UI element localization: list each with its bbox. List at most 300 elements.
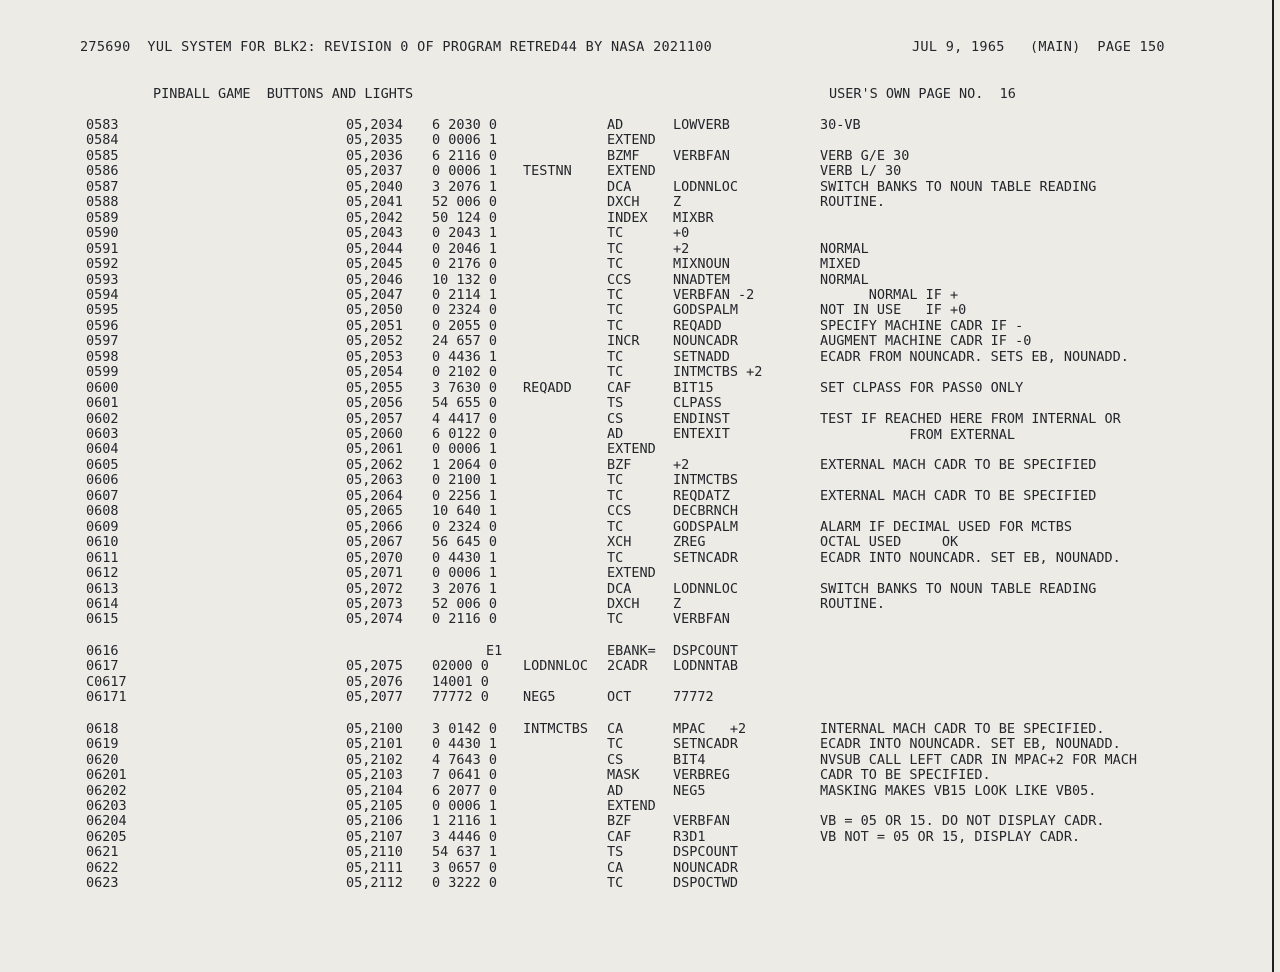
operand: NNADTEM	[673, 271, 730, 288]
comment: ECADR INTO NOUNCADR. SET EB, NOUNADD.	[820, 549, 1121, 566]
comment: MIXED	[820, 256, 861, 272]
listing-row	[0, 767, 1270, 783]
listing-row	[0, 179, 1270, 195]
comment: INTERNAL MACH CADR TO BE SPECIFIED.	[820, 720, 1105, 737]
octal-code: 3 2076 1	[432, 178, 498, 195]
address: 05,2053	[346, 348, 403, 365]
octal-code: 1 2064 0	[432, 456, 498, 473]
comment: ROUTINE.	[820, 595, 886, 612]
operand: ENTEXIT	[673, 426, 730, 442]
address: 05,2070	[346, 549, 403, 566]
header-date-page: JUL 9, 1965 (MAIN) PAGE 150	[912, 39, 1165, 55]
opcode: AD	[607, 782, 624, 799]
line-number: 0608	[86, 503, 119, 520]
octal-code: 77772 0	[432, 689, 489, 706]
opcode: TC	[607, 286, 624, 303]
line-number: 0620	[86, 751, 119, 768]
operand: NOUNCADR	[673, 333, 739, 350]
opcode: EXTEND	[607, 441, 656, 458]
operand: LOWVERB	[673, 117, 730, 133]
operand: MPAC +2	[673, 720, 747, 737]
operand: MIXBR	[673, 209, 714, 226]
octal-code: 3 7630 0	[432, 379, 498, 396]
comment: NORMAL	[820, 240, 869, 257]
operand: LODNNLOC	[673, 178, 739, 195]
line-number: 0592	[86, 256, 119, 272]
comment: SWITCH BANKS TO NOUN TABLE READING	[820, 178, 1097, 195]
line-number: 0594	[86, 286, 119, 303]
opcode: BZF	[607, 456, 632, 473]
line-number: 0595	[86, 302, 119, 319]
opcode: EXTEND	[607, 797, 656, 814]
address: 05,2060	[346, 426, 403, 442]
listing-row	[0, 721, 1270, 737]
listing-row	[0, 272, 1270, 288]
address: 05,2056	[346, 395, 403, 412]
octal-code: 0 0006 1	[432, 565, 498, 581]
address: 05,2110	[346, 844, 403, 861]
line-number: C0617	[86, 673, 127, 690]
line-number: 06204	[86, 813, 127, 830]
opcode: TC	[607, 348, 624, 365]
listing-row	[0, 736, 1270, 752]
octal-code: 0 4436 1	[432, 348, 498, 365]
opcode: BZF	[607, 813, 632, 830]
comment: SET CLPASS FOR PASS0 ONLY	[820, 379, 1024, 396]
operand: VERBFAN	[673, 813, 730, 830]
octal-code: 52 006 0	[432, 595, 498, 612]
line-number: 0589	[86, 209, 119, 226]
listing-row	[0, 132, 1270, 148]
line-number: 06171	[86, 689, 127, 706]
opcode: CAF	[607, 379, 632, 396]
opcode: DXCH	[607, 194, 640, 211]
operand: SETNCADR	[673, 736, 739, 753]
listing-row	[0, 302, 1270, 318]
octal-code: 56 645 0	[432, 534, 498, 551]
address: 05,2104	[346, 782, 403, 799]
line-number: 0584	[86, 132, 119, 149]
octal-code: 10 132 0	[432, 271, 498, 288]
octal-code: 02000 0	[432, 658, 489, 675]
address: 05,2063	[346, 472, 403, 489]
listing-row	[0, 441, 1270, 457]
operand: BIT4	[673, 751, 706, 768]
address: 05,2046	[346, 271, 403, 288]
line-number: 06203	[86, 797, 127, 814]
octal-code: 0 2324 0	[432, 302, 498, 319]
opcode: AD	[607, 117, 624, 133]
address: 05,2047	[346, 286, 403, 303]
line-number: 0618	[86, 720, 119, 737]
address: 05,2064	[346, 487, 403, 504]
comment: SWITCH BANKS TO NOUN TABLE READING	[820, 580, 1097, 597]
listing-row	[0, 813, 1270, 829]
listing-row	[0, 333, 1270, 349]
operand: BIT15	[673, 379, 714, 396]
line-number: 0601	[86, 395, 119, 412]
address: 05,2062	[346, 456, 403, 473]
opcode: TC	[607, 472, 624, 489]
line-number: 0622	[86, 859, 119, 876]
octal-code: 6 2077 0	[432, 782, 498, 799]
octal-code: 1 2116 1	[432, 813, 498, 830]
line-number: 0596	[86, 317, 119, 334]
listing-row	[0, 829, 1270, 845]
operand: DECBRNCH	[673, 503, 739, 520]
listing-row	[0, 163, 1270, 179]
comment: NORMAL IF +	[820, 286, 959, 303]
address: 05,2075	[346, 658, 403, 675]
address: 05,2055	[346, 379, 403, 396]
line-number: 0612	[86, 565, 119, 581]
operand: VERBFAN	[673, 147, 730, 164]
line-number: 0621	[86, 844, 119, 861]
comment: NORMAL	[820, 271, 869, 288]
octal-code: 3 0657 0	[432, 859, 498, 876]
listing-row	[0, 225, 1270, 241]
octal-code: 0 2116 0	[432, 611, 498, 628]
address: 05,2102	[346, 751, 403, 768]
opcode: TC	[607, 240, 624, 257]
comment: VERB G/E 30	[820, 147, 910, 164]
address: 05,2076	[346, 673, 403, 690]
address: 05,2105	[346, 797, 403, 814]
line-number: 0610	[86, 534, 119, 551]
listing-row	[0, 488, 1270, 504]
octal-code: 0 2100 1	[432, 472, 498, 489]
octal-code: E1	[486, 642, 503, 659]
line-number: 0619	[86, 736, 119, 753]
octal-code: 6 2116 0	[432, 147, 498, 164]
listing-row	[0, 256, 1270, 272]
address: 05,2111	[346, 859, 403, 876]
address: 05,2107	[346, 828, 403, 845]
address: 05,2041	[346, 194, 403, 211]
listing-row	[0, 674, 1270, 690]
line-number: 0591	[86, 240, 119, 257]
operand: +0	[673, 225, 690, 242]
address: 05,2050	[346, 302, 403, 319]
octal-code: 0 2324 0	[432, 518, 498, 535]
comment: EXTERNAL MACH CADR TO BE SPECIFIED	[820, 487, 1097, 504]
line-number: 0583	[86, 117, 119, 133]
listing-row	[0, 380, 1270, 396]
operand: ZREG	[673, 534, 706, 551]
opcode: TC	[607, 611, 624, 628]
listing-row	[0, 844, 1270, 860]
operand: CLPASS	[673, 395, 722, 412]
operand: REQDATZ	[673, 487, 730, 504]
comment: ROUTINE.	[820, 194, 886, 211]
octal-code: 50 124 0	[432, 209, 498, 226]
opcode: TS	[607, 395, 624, 412]
opcode: TC	[607, 487, 624, 504]
opcode: TC	[607, 256, 624, 272]
line-number: 0599	[86, 364, 119, 381]
opcode: DCA	[607, 580, 632, 597]
listing-row	[0, 519, 1270, 535]
line-number: 0616	[86, 642, 119, 659]
operand: LODNNTAB	[673, 658, 739, 675]
address: 05,2035	[346, 132, 403, 149]
address: 05,2043	[346, 225, 403, 242]
address: 05,2065	[346, 503, 403, 520]
line-number: 0623	[86, 875, 119, 892]
listing-row	[0, 395, 1270, 411]
operand: +2	[673, 456, 690, 473]
octal-code: 54 655 0	[432, 395, 498, 412]
operand: GODSPALM	[673, 302, 739, 319]
opcode: TC	[607, 549, 624, 566]
line-number: 0615	[86, 611, 119, 628]
comment: 30-VB	[820, 117, 861, 133]
operand: VERBFAN -2	[673, 286, 755, 303]
comment: MASKING MAKES VB15 LOOK LIKE VB05.	[820, 782, 1097, 799]
comment-continuation: FROM EXTERNAL	[820, 426, 1016, 443]
opcode: XCH	[607, 534, 632, 551]
line-number: 06201	[86, 767, 127, 783]
octal-code: 0 2176 0	[432, 256, 498, 272]
octal-code: 0 0006 1	[432, 132, 498, 149]
opcode: CA	[607, 859, 624, 876]
comment: NOT IN USE IF +0	[820, 302, 967, 319]
line-number: 0602	[86, 410, 119, 427]
octal-code: 52 006 0	[432, 194, 498, 211]
listing-row	[0, 798, 1270, 814]
octal-code: 6 0122 0	[432, 426, 498, 442]
address: 05,2052	[346, 333, 403, 350]
line-number: 06205	[86, 828, 127, 845]
operand: ENDINST	[673, 410, 730, 427]
listing-row	[0, 752, 1270, 768]
operand: INTMCTBS +2	[673, 364, 763, 381]
line-number: 0588	[86, 194, 119, 211]
line-number: 06202	[86, 782, 127, 799]
listing-row	[0, 596, 1270, 612]
address: 05,2072	[346, 580, 403, 597]
listing-row	[0, 534, 1270, 550]
address: 05,2112	[346, 875, 403, 892]
opcode: EXTEND	[607, 565, 656, 581]
octal-code: 10 640 1	[432, 503, 498, 520]
operand: SETNADD	[673, 348, 730, 365]
octal-code: 0 4430 1	[432, 549, 498, 566]
comment: ECADR INTO NOUNCADR. SET EB, NOUNADD.	[820, 736, 1121, 753]
opcode: MASK	[607, 767, 640, 783]
octal-code: 54 637 1	[432, 844, 498, 861]
address: 05,2106	[346, 813, 403, 830]
operand: LODNNLOC	[673, 580, 739, 597]
listing-row	[0, 643, 1270, 659]
listing-row	[0, 875, 1270, 891]
opcode: CCS	[607, 271, 632, 288]
octal-code: 0 0006 1	[432, 163, 498, 180]
octal-code: 0 2114 1	[432, 286, 498, 303]
line-number: 0605	[86, 456, 119, 473]
listing-row	[0, 349, 1270, 365]
operand: VERBREG	[673, 767, 730, 783]
octal-code: 0 2046 1	[432, 240, 498, 257]
comment: CADR TO BE SPECIFIED.	[820, 767, 991, 783]
octal-code: 7 0641 0	[432, 767, 498, 783]
line-number: 0597	[86, 333, 119, 350]
address: 05,2101	[346, 736, 403, 753]
address: 05,2061	[346, 441, 403, 458]
octal-code: 0 2055 0	[432, 317, 498, 334]
label: NEG5	[523, 689, 556, 706]
listing-row	[0, 426, 1270, 442]
octal-code: 0 2043 1	[432, 225, 498, 242]
comment: VERB L/ 30	[820, 163, 902, 180]
line-number: 0590	[86, 225, 119, 242]
opcode: INCR	[607, 333, 640, 350]
address: 05,2037	[346, 163, 403, 180]
opcode: CA	[607, 720, 624, 737]
operand: Z	[673, 595, 682, 612]
comment: VB = 05 OR 15. DO NOT DISPLAY CADR.	[820, 813, 1105, 830]
comment: ECADR FROM NOUNCADR. SETS EB, NOUNADD.	[820, 348, 1129, 365]
opcode: TC	[607, 225, 624, 242]
operand: Z	[673, 194, 682, 211]
opcode: DXCH	[607, 595, 640, 612]
opcode: CAF	[607, 828, 632, 845]
listing-row	[0, 611, 1270, 627]
address: 05,2071	[346, 565, 403, 581]
operand: DSPOCTWD	[673, 875, 739, 892]
listing-row	[0, 287, 1270, 303]
opcode: EXTEND	[607, 132, 656, 149]
header-title: 275690 YUL SYSTEM FOR BLK2: REVISION 0 OF PROGRAM RETRED44 BY NASA 2021100	[80, 39, 713, 55]
line-number: 0607	[86, 487, 119, 504]
address: 05,2042	[346, 209, 403, 226]
listing-row	[0, 117, 1270, 133]
line-number: 0617	[86, 658, 119, 675]
opcode: TC	[607, 518, 624, 535]
listing-row	[0, 689, 1270, 705]
line-number: 0600	[86, 379, 119, 396]
listing-row	[0, 364, 1270, 380]
octal-code: 0 2102 0	[432, 364, 498, 381]
octal-code: 0 2256 1	[432, 487, 498, 504]
listing-row	[0, 565, 1270, 581]
operand: DSPCOUNT	[673, 642, 739, 659]
listing-row	[0, 860, 1270, 876]
address: 05,2067	[346, 534, 403, 551]
address: 05,2054	[346, 364, 403, 381]
octal-code: 4 4417 0	[432, 410, 498, 427]
opcode: INDEX	[607, 209, 648, 226]
line-number: 0593	[86, 271, 119, 288]
comment: AUGMENT MACHINE CADR IF -0	[820, 333, 1032, 350]
section-title: PINBALL GAME BUTTONS AND LIGHTS	[153, 86, 414, 102]
opcode: EBANK=	[607, 642, 656, 659]
address: 05,2074	[346, 611, 403, 628]
listing-row	[0, 550, 1270, 566]
line-number: 0614	[86, 595, 119, 612]
octal-code: 4 7643 0	[432, 751, 498, 768]
opcode: CCS	[607, 503, 632, 520]
listing-row	[0, 472, 1270, 488]
opcode: AD	[607, 426, 624, 442]
operand: VERBFAN	[673, 611, 730, 628]
octal-code: 0 0006 1	[432, 441, 498, 458]
line-number: 0604	[86, 441, 119, 458]
comment: SPECIFY MACHINE CADR IF -	[820, 317, 1024, 334]
comment: NVSUB CALL LEFT CADR IN MPAC+2 FOR MACH	[820, 751, 1137, 768]
opcode: TC	[607, 317, 624, 334]
operand: DSPCOUNT	[673, 844, 739, 861]
label: INTMCTBS	[523, 720, 589, 737]
operand: +2	[673, 240, 690, 257]
octal-code: 3 0142 0	[432, 720, 498, 737]
listing-row	[0, 194, 1270, 210]
line-number: 0585	[86, 147, 119, 164]
label: REQADD	[523, 379, 572, 396]
opcode: 2CADR	[607, 658, 648, 675]
octal-code: 0 4430 1	[432, 736, 498, 753]
opcode: EXTEND	[607, 163, 656, 180]
address: 05,2103	[346, 767, 403, 783]
operand: NOUNCADR	[673, 859, 739, 876]
line-number: 0598	[86, 348, 119, 365]
comment: TEST IF REACHED HERE FROM INTERNAL OR	[820, 410, 1121, 427]
address: 05,2036	[346, 147, 403, 164]
address: 05,2045	[346, 256, 403, 272]
label: TESTNN	[523, 163, 572, 180]
listing-row	[0, 318, 1270, 334]
address: 05,2040	[346, 178, 403, 195]
octal-code: 6 2030 0	[432, 117, 498, 133]
octal-code: 3 2076 1	[432, 580, 498, 597]
operand: INTMCTBS	[673, 472, 739, 489]
octal-code: 0 3222 0	[432, 875, 498, 892]
opcode: TC	[607, 302, 624, 319]
address: 05,2073	[346, 595, 403, 612]
octal-code: 14001 0	[432, 673, 489, 690]
opcode: TC	[607, 875, 624, 892]
comment: OCTAL USED OK	[820, 534, 959, 551]
comment: VB NOT = 05 OR 15, DISPLAY CADR.	[820, 828, 1081, 845]
address: 05,2066	[346, 518, 403, 535]
operand: SETNCADR	[673, 549, 739, 566]
line-number: 0603	[86, 426, 119, 442]
label: LODNNLOC	[523, 658, 589, 675]
address: 05,2077	[346, 689, 403, 706]
listing-row	[0, 658, 1270, 674]
line-number: 0586	[86, 163, 119, 180]
listing-row	[0, 503, 1270, 519]
comment: ALARM IF DECIMAL USED FOR MCTBS	[820, 518, 1072, 535]
address: 05,2034	[346, 117, 403, 133]
opcode: OCT	[607, 689, 632, 706]
opcode: DCA	[607, 178, 632, 195]
opcode: CS	[607, 410, 624, 427]
operand: NEG5	[673, 782, 706, 799]
opcode: BZMF	[607, 147, 640, 164]
listing-row	[0, 581, 1270, 597]
line-number: 0613	[86, 580, 119, 597]
operand: R3D1	[673, 828, 706, 845]
address: 05,2044	[346, 240, 403, 257]
address: 05,2100	[346, 720, 403, 737]
operand: MIXNOUN	[673, 256, 730, 272]
line-number: 0609	[86, 518, 119, 535]
listing-row	[0, 210, 1270, 226]
octal-code: 0 0006 1	[432, 797, 498, 814]
line-number: 0611	[86, 549, 119, 566]
line-number: 0606	[86, 472, 119, 489]
